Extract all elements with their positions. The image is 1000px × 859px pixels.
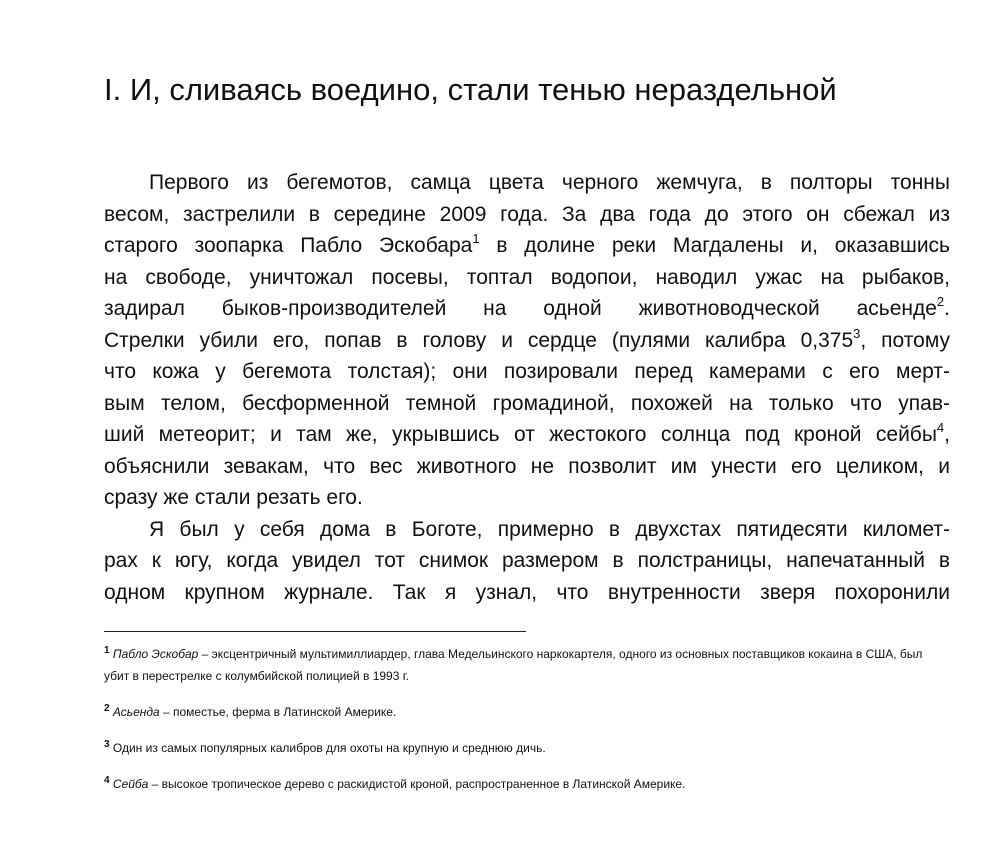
- footnote-term: Пабло Эскобар: [112, 647, 199, 661]
- footnote-term: Сейба: [112, 777, 149, 791]
- chapter-title: I. И, сливаясь воедино, стали тенью нераздельной: [104, 72, 837, 107]
- text-line: [104, 451, 950, 483]
- footnote-separator: [104, 631, 526, 632]
- text-fragment: старого зоопарка Пабло Эскобара: [104, 234, 473, 257]
- footnote-text: – поместье, ферма в Латинской Америке.: [159, 705, 397, 719]
- footnote-3: [104, 737, 950, 759]
- text-fragment: .: [944, 297, 950, 320]
- footnote-reference[interactable]: 2: [936, 294, 945, 309]
- text-line: [104, 482, 950, 514]
- text-line: [104, 230, 950, 262]
- text-line: [104, 293, 950, 325]
- footnote-number: 4: [104, 775, 110, 786]
- footnote-2: [104, 701, 950, 723]
- footnote-text: – высокое тропическое дерево с раскидистой кроной, распространенное в Латинской Америке.: [148, 777, 686, 791]
- text-line: [104, 262, 950, 294]
- footnote-number: 3: [104, 739, 110, 750]
- footnote-number: 2: [104, 703, 110, 714]
- footnote-reference[interactable]: 1: [472, 231, 480, 246]
- text-line: [104, 356, 950, 388]
- footnote-reference[interactable]: 3: [853, 325, 861, 341]
- footnote-number: 1: [104, 645, 110, 656]
- text-fragment: в долине реки Магдалены и, оказавшись: [479, 234, 950, 257]
- text-line: [104, 325, 950, 357]
- text-fragment: что кожа у бегемота толстая); они позировали перед камерами с его мерт-: [104, 360, 950, 383]
- text-line: [104, 577, 950, 609]
- text-fragment: вым телом, бесформенной темной громадиной, похожей на только что упав-: [104, 391, 950, 415]
- text-fragment: Я был у себя дома в Боготе, примерно в двухстах пятидесяти километ-: [149, 517, 950, 541]
- text-line: [104, 514, 950, 546]
- text-fragment: объяснили зевакам, что вес животного не позволит им унести его целиком, и: [104, 454, 950, 478]
- footnotes: [104, 643, 950, 809]
- footnote-term: Асьенда: [112, 705, 160, 719]
- text-line: [104, 167, 950, 199]
- text-line: [104, 545, 950, 577]
- text-fragment: весом, застрелили в середине 2009 года. За два года до этого он сбежал из: [104, 202, 950, 226]
- footnote-4: [104, 773, 950, 795]
- footnote-1: [104, 643, 950, 687]
- paragraph: [104, 514, 950, 609]
- text-line: [104, 388, 950, 420]
- text-fragment: ший метеорит; и там же, укрывшись от жестокого солнца под кроной сейбы: [104, 423, 937, 446]
- body-text: [104, 167, 950, 608]
- text-fragment: одном крупном журнале. Так я узнал, что внутренности зверя похоронили: [104, 580, 950, 604]
- footnote-text: Один из самых популярных калибров для охоты на крупную и среднюю дичь.: [112, 741, 546, 755]
- text-fragment: , потому: [860, 328, 950, 352]
- text-fragment: сразу же стали резать его.: [104, 486, 363, 509]
- text-fragment: на свободе, уничтожал посевы, топтал водопои, наводил ужас на рыбаков,: [104, 265, 950, 289]
- text-fragment: задирал быков-производителей на одной животноводческой асьенде: [104, 297, 937, 320]
- text-fragment: Первого из бегемотов, самца цвета черного жемчуга, в полторы тонны: [149, 171, 950, 194]
- text-fragment: рах к югу, когда увидел тот снимок размером в полстраницы, напечатанный в: [104, 549, 950, 572]
- text-fragment: ,: [944, 423, 950, 446]
- text-line: [104, 199, 950, 231]
- footnote-text: – эксцентричный мультимиллиардер, глава Медельинского наркокартеля, одного из основных поставщиков кокаина в США, был убит в перестрелке с колумбийской полицией в 1993 г.: [104, 647, 923, 683]
- text-line: [104, 419, 950, 451]
- paragraph: [104, 167, 950, 514]
- text-fragment: Стрелки убили его, попав в голову и сердце (пулями калибра 0,375: [104, 328, 854, 352]
- footnote-reference[interactable]: 4: [936, 420, 945, 435]
